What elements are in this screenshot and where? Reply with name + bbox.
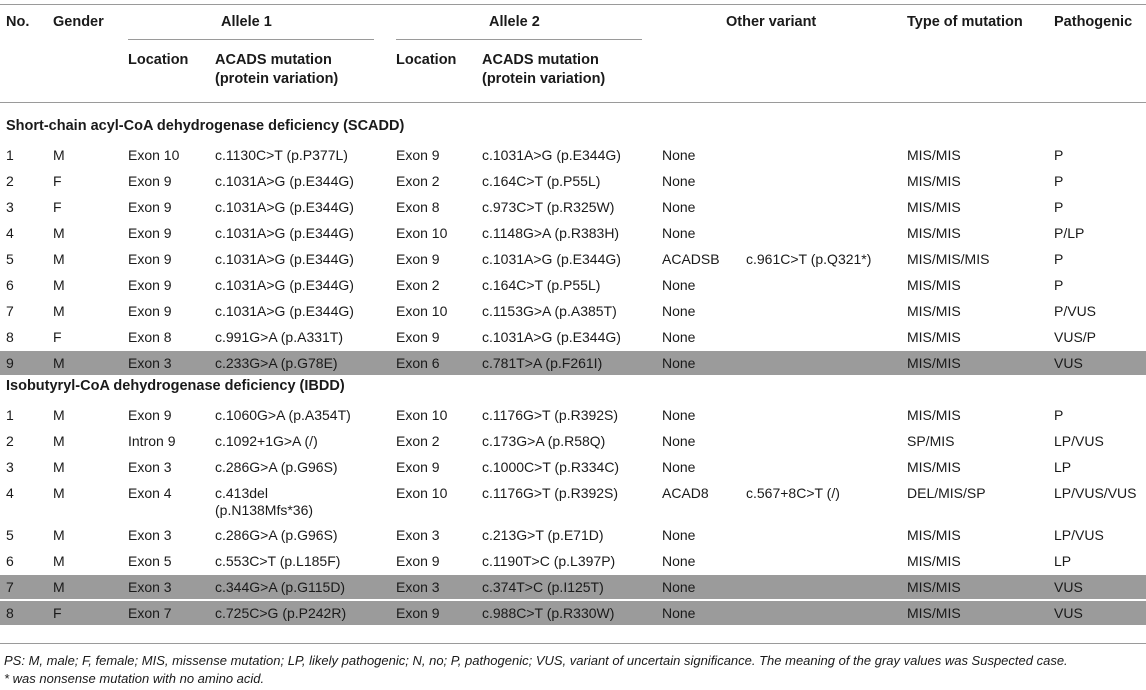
cell-gender: M bbox=[53, 527, 65, 543]
cell-type: MIS/MIS bbox=[907, 459, 961, 475]
cell-location-2: Exon 10 bbox=[396, 407, 448, 423]
cell-location-2: Exon 8 bbox=[396, 199, 440, 215]
header-other-variant: Other variant bbox=[726, 14, 817, 30]
allele1-underline bbox=[128, 39, 374, 40]
cell-mutation-2: c.1148G>A (p.R383H) bbox=[482, 225, 620, 241]
bottom-rule bbox=[0, 643, 1146, 644]
cell-no: 5 bbox=[6, 251, 14, 267]
header-acads-1-line1: ACADS mutation bbox=[215, 52, 332, 68]
cell-gender: M bbox=[53, 407, 65, 423]
cell-mutation-2: c.1031A>G (p.E344G) bbox=[482, 147, 621, 163]
cell-gender: M bbox=[53, 579, 65, 595]
cell-location-1: Exon 3 bbox=[128, 355, 172, 371]
cell-pathogenic: VUS bbox=[1054, 355, 1083, 371]
table-row bbox=[0, 351, 1146, 375]
cell-mutation-1: c.344G>A (p.G115D) bbox=[215, 579, 346, 595]
cell-location-2: Exon 2 bbox=[396, 277, 440, 293]
cell-mutation-1: c.286G>A (p.G96S) bbox=[215, 459, 338, 475]
cell-location-2: Exon 9 bbox=[396, 329, 440, 345]
cell-mutation-1: c.413del bbox=[215, 485, 268, 501]
cell-location-2: Exon 6 bbox=[396, 355, 440, 371]
cell-pathogenic: LP bbox=[1054, 553, 1072, 569]
cell-pathogenic: LP/VUS bbox=[1054, 433, 1104, 449]
cell-no: 4 bbox=[6, 485, 14, 501]
cell-other-gene: None bbox=[662, 173, 696, 189]
cell-pathogenic: LP/VUS bbox=[1054, 527, 1104, 543]
cell-other-gene: None bbox=[662, 605, 696, 621]
cell-location-1: Exon 3 bbox=[128, 459, 172, 475]
header-acads-1 bbox=[215, 51, 338, 89]
cell-pathogenic: LP/VUS/VUS bbox=[1054, 485, 1137, 501]
cell-other-gene: ACADSB bbox=[662, 251, 720, 267]
top-rule bbox=[0, 4, 1146, 5]
cell-mutation-1: c.1092+1G>A (/) bbox=[215, 433, 318, 449]
cell-location-2: Exon 9 bbox=[396, 459, 440, 475]
cell-location-2: Exon 9 bbox=[396, 251, 440, 267]
cell-other-gene: None bbox=[662, 407, 696, 423]
cell-mutation-1: c.233G>A (p.G78E) bbox=[215, 355, 338, 371]
cell-no: 9 bbox=[6, 355, 14, 371]
cell-no: 2 bbox=[6, 433, 14, 449]
table-row bbox=[0, 247, 1146, 271]
cell-no: 2 bbox=[6, 173, 14, 189]
table-row bbox=[0, 195, 1146, 219]
cell-location-1: Exon 9 bbox=[128, 225, 172, 241]
cell-location-1: Exon 5 bbox=[128, 553, 172, 569]
cell-gender: M bbox=[53, 225, 65, 241]
cell-no: 3 bbox=[6, 459, 14, 475]
header-gender: Gender bbox=[53, 14, 104, 30]
cell-location-2: Exon 2 bbox=[396, 173, 440, 189]
cell-type: MIS/MIS bbox=[907, 303, 961, 319]
cell-mutation-2: c.973C>T (p.R325W) bbox=[482, 199, 615, 215]
header-pathogenic: Pathogenic bbox=[1054, 14, 1133, 30]
cell-mutation-1: c.553C>T (p.L185F) bbox=[215, 553, 341, 569]
cell-mutation-1-line2: (p.N138Mfs*36) bbox=[215, 502, 314, 518]
cell-location-1: Exon 9 bbox=[128, 199, 172, 215]
footnote-legend: PS: M, male; F, female; MIS, missense mutation; LP, likely pathogenic; N, no; P, pathogenic; VUS, variant of uncertain significance. The meaning of the gray values was Suspected case. bbox=[4, 653, 1068, 668]
cell-mutation-2: c.1190T>C (p.L397P) bbox=[482, 553, 616, 569]
cell-pathogenic: P bbox=[1054, 407, 1064, 423]
cell-location-1: Exon 9 bbox=[128, 277, 172, 293]
cell-gender: M bbox=[53, 355, 65, 371]
cell-location-1: Exon 9 bbox=[128, 173, 172, 189]
cell-other-gene: None bbox=[662, 329, 696, 345]
cell-location-2: Exon 3 bbox=[396, 579, 440, 595]
cell-pathogenic: LP bbox=[1054, 459, 1072, 475]
cell-no: 7 bbox=[6, 303, 14, 319]
cell-location-2: Exon 2 bbox=[396, 433, 440, 449]
table-row bbox=[0, 299, 1146, 323]
header-location-2: Location bbox=[396, 52, 457, 68]
table-row bbox=[0, 221, 1146, 245]
section-title: Short-chain acyl-CoA dehydrogenase deficiency (SCADD) bbox=[6, 118, 405, 134]
cell-mutation-1: c.1031A>G (p.E344G) bbox=[215, 303, 354, 319]
cell-gender: F bbox=[53, 605, 62, 621]
cell-no: 1 bbox=[6, 147, 14, 163]
cell-mutation-2: c.164C>T (p.P55L) bbox=[482, 277, 601, 293]
cell-no: 6 bbox=[6, 277, 14, 293]
table-row bbox=[0, 325, 1146, 349]
table-row bbox=[0, 549, 1146, 573]
header-allele1: Allele 1 bbox=[221, 14, 272, 30]
cell-type: MIS/MIS bbox=[907, 329, 961, 345]
cell-gender: F bbox=[53, 199, 62, 215]
cell-no: 8 bbox=[6, 605, 14, 621]
header-type-of-mutation: Type of mutation bbox=[907, 14, 1023, 30]
cell-location-2: Exon 3 bbox=[396, 527, 440, 543]
header-acads-2 bbox=[482, 51, 605, 89]
table-row bbox=[0, 601, 1146, 625]
cell-other-mutation: c.567+8C>T (/) bbox=[746, 485, 840, 501]
table-row bbox=[0, 429, 1146, 453]
cell-other-gene: None bbox=[662, 225, 696, 241]
cell-type: MIS/MIS bbox=[907, 199, 961, 215]
cell-gender: M bbox=[53, 251, 65, 267]
cell-pathogenic: VUS/P bbox=[1054, 329, 1097, 345]
cell-mutation-1: c.1060G>A (p.A354T) bbox=[215, 407, 351, 423]
cell-location-2: Exon 9 bbox=[396, 553, 440, 569]
cell-location-2: Exon 9 bbox=[396, 605, 440, 621]
cell-mutation-2: c.213G>T (p.E71D) bbox=[482, 527, 604, 543]
cell-type: DEL/MIS/SP bbox=[907, 485, 986, 501]
cell-pathogenic: P bbox=[1054, 277, 1064, 293]
cell-mutation-2: c.1176G>T (p.R392S) bbox=[482, 407, 619, 423]
cell-other-gene: None bbox=[662, 303, 696, 319]
cell-mutation-2: c.1176G>T (p.R392S) bbox=[482, 485, 619, 501]
cell-other-gene: None bbox=[662, 553, 696, 569]
cell-other-gene: None bbox=[662, 459, 696, 475]
cell-no: 4 bbox=[6, 225, 14, 241]
cell-other-gene: None bbox=[662, 527, 696, 543]
cell-location-1: Exon 10 bbox=[128, 147, 180, 163]
cell-other-mutation: c.961C>T (p.Q321*) bbox=[746, 251, 872, 267]
cell-mutation-2: c.1031A>G (p.E344G) bbox=[482, 329, 621, 345]
cell-type: MIS/MIS bbox=[907, 407, 961, 423]
cell-pathogenic: P/VUS bbox=[1054, 303, 1097, 319]
header-no: No. bbox=[6, 14, 30, 30]
cell-type: MIS/MIS bbox=[907, 173, 961, 189]
cell-gender: M bbox=[53, 303, 65, 319]
cell-location-2: Exon 9 bbox=[396, 147, 440, 163]
cell-type: MIS/MIS bbox=[907, 553, 961, 569]
cell-other-gene: None bbox=[662, 433, 696, 449]
cell-location-1: Exon 3 bbox=[128, 527, 172, 543]
cell-mutation-1: c.1031A>G (p.E344G) bbox=[215, 199, 354, 215]
header-bottom-rule bbox=[0, 102, 1146, 103]
table-row bbox=[0, 169, 1146, 193]
cell-type: MIS/MIS bbox=[907, 605, 961, 621]
cell-mutation-1: c.286G>A (p.G96S) bbox=[215, 527, 338, 543]
cell-no: 5 bbox=[6, 527, 14, 543]
cell-type: MIS/MIS bbox=[907, 225, 961, 241]
cell-no: 7 bbox=[6, 579, 14, 595]
cell-gender: M bbox=[53, 485, 65, 501]
cell-other-gene: None bbox=[662, 199, 696, 215]
cell-location-2: Exon 10 bbox=[396, 303, 448, 319]
cell-gender: M bbox=[53, 553, 65, 569]
cell-location-1: Exon 9 bbox=[128, 251, 172, 267]
cell-no: 1 bbox=[6, 407, 14, 423]
cell-mutation-1: c.1031A>G (p.E344G) bbox=[215, 225, 354, 241]
cell-pathogenic: VUS bbox=[1054, 605, 1083, 621]
cell-mutation-2: c.173G>A (p.R58Q) bbox=[482, 433, 606, 449]
cell-type: MIS/MIS bbox=[907, 147, 961, 163]
table-row bbox=[0, 273, 1146, 297]
cell-location-1: Exon 3 bbox=[128, 579, 172, 595]
cell-gender: M bbox=[53, 433, 65, 449]
cell-mutation-1: c.1130C>T (p.P377L) bbox=[215, 147, 348, 163]
cell-location-1: Exon 8 bbox=[128, 329, 172, 345]
footnote-nonsense: * was nonsense mutation with no amino acid. bbox=[4, 671, 265, 686]
cell-location-1: Exon 9 bbox=[128, 303, 172, 319]
cell-gender: F bbox=[53, 329, 62, 345]
cell-pathogenic: P bbox=[1054, 147, 1064, 163]
cell-no: 3 bbox=[6, 199, 14, 215]
cell-mutation-2: c.164C>T (p.P55L) bbox=[482, 173, 601, 189]
cell-mutation-2: c.1153G>A (p.A385T) bbox=[482, 303, 617, 319]
cell-type: MIS/MIS/MIS bbox=[907, 251, 990, 267]
cell-pathogenic: P bbox=[1054, 251, 1064, 267]
header-acads-2-line1: ACADS mutation bbox=[482, 52, 599, 68]
table-row bbox=[0, 455, 1146, 479]
cell-other-gene: None bbox=[662, 147, 696, 163]
cell-gender: F bbox=[53, 173, 62, 189]
cell-mutation-2: c.781T>A (p.F261I) bbox=[482, 355, 603, 371]
cell-pathogenic: VUS bbox=[1054, 579, 1083, 595]
cell-gender: M bbox=[53, 147, 65, 163]
cell-mutation-2: c.1000C>T (p.R334C) bbox=[482, 459, 620, 475]
cell-type: MIS/MIS bbox=[907, 527, 961, 543]
cell-location-1: Intron 9 bbox=[128, 433, 176, 449]
cell-gender: M bbox=[53, 277, 65, 293]
table-row bbox=[0, 575, 1146, 599]
cell-mutation-1: c.1031A>G (p.E344G) bbox=[215, 277, 354, 293]
header-acads-2-line2: (protein variation) bbox=[482, 71, 606, 87]
cell-other-gene: None bbox=[662, 579, 696, 595]
cell-no: 8 bbox=[6, 329, 14, 345]
table-row bbox=[0, 523, 1146, 547]
table-row bbox=[0, 403, 1146, 427]
cell-mutation-1: c.1031A>G (p.E344G) bbox=[215, 173, 354, 189]
cell-gender: M bbox=[53, 459, 65, 475]
cell-no: 6 bbox=[6, 553, 14, 569]
table-row bbox=[0, 143, 1146, 167]
section-title: Isobutyryl-CoA dehydrogenase deficiency (IBDD) bbox=[6, 378, 345, 394]
cell-pathogenic: P bbox=[1054, 173, 1064, 189]
allele2-underline bbox=[396, 39, 642, 40]
cell-location-2: Exon 10 bbox=[396, 485, 448, 501]
cell-location-1: Exon 4 bbox=[128, 485, 172, 501]
cell-pathogenic: P/LP bbox=[1054, 225, 1085, 241]
cell-type: MIS/MIS bbox=[907, 579, 961, 595]
cell-pathogenic: P bbox=[1054, 199, 1064, 215]
cell-mutation-1: c.991G>A (p.A331T) bbox=[215, 329, 344, 345]
cell-location-1: Exon 7 bbox=[128, 605, 172, 621]
cell-mutation-2: c.988C>T (p.R330W) bbox=[482, 605, 615, 621]
header-allele2: Allele 2 bbox=[489, 14, 540, 30]
cell-type: MIS/MIS bbox=[907, 277, 961, 293]
cell-mutation-1: c.725C>G (p.P242R) bbox=[215, 605, 347, 621]
cell-location-1: Exon 9 bbox=[128, 407, 172, 423]
header-location-1: Location bbox=[128, 52, 189, 68]
cell-type: SP/MIS bbox=[907, 433, 955, 449]
cell-type: MIS/MIS bbox=[907, 355, 961, 371]
cell-mutation-2: c.374T>C (p.I125T) bbox=[482, 579, 604, 595]
header-acads-1-line2: (protein variation) bbox=[215, 71, 339, 87]
cell-other-gene: ACAD8 bbox=[662, 485, 709, 501]
cell-mutation-1: c.1031A>G (p.E344G) bbox=[215, 251, 354, 267]
cell-location-2: Exon 10 bbox=[396, 225, 448, 241]
table-row bbox=[0, 481, 1146, 521]
cell-other-gene: None bbox=[662, 355, 696, 371]
cell-mutation-2: c.1031A>G (p.E344G) bbox=[482, 251, 621, 267]
cell-other-gene: None bbox=[662, 277, 696, 293]
